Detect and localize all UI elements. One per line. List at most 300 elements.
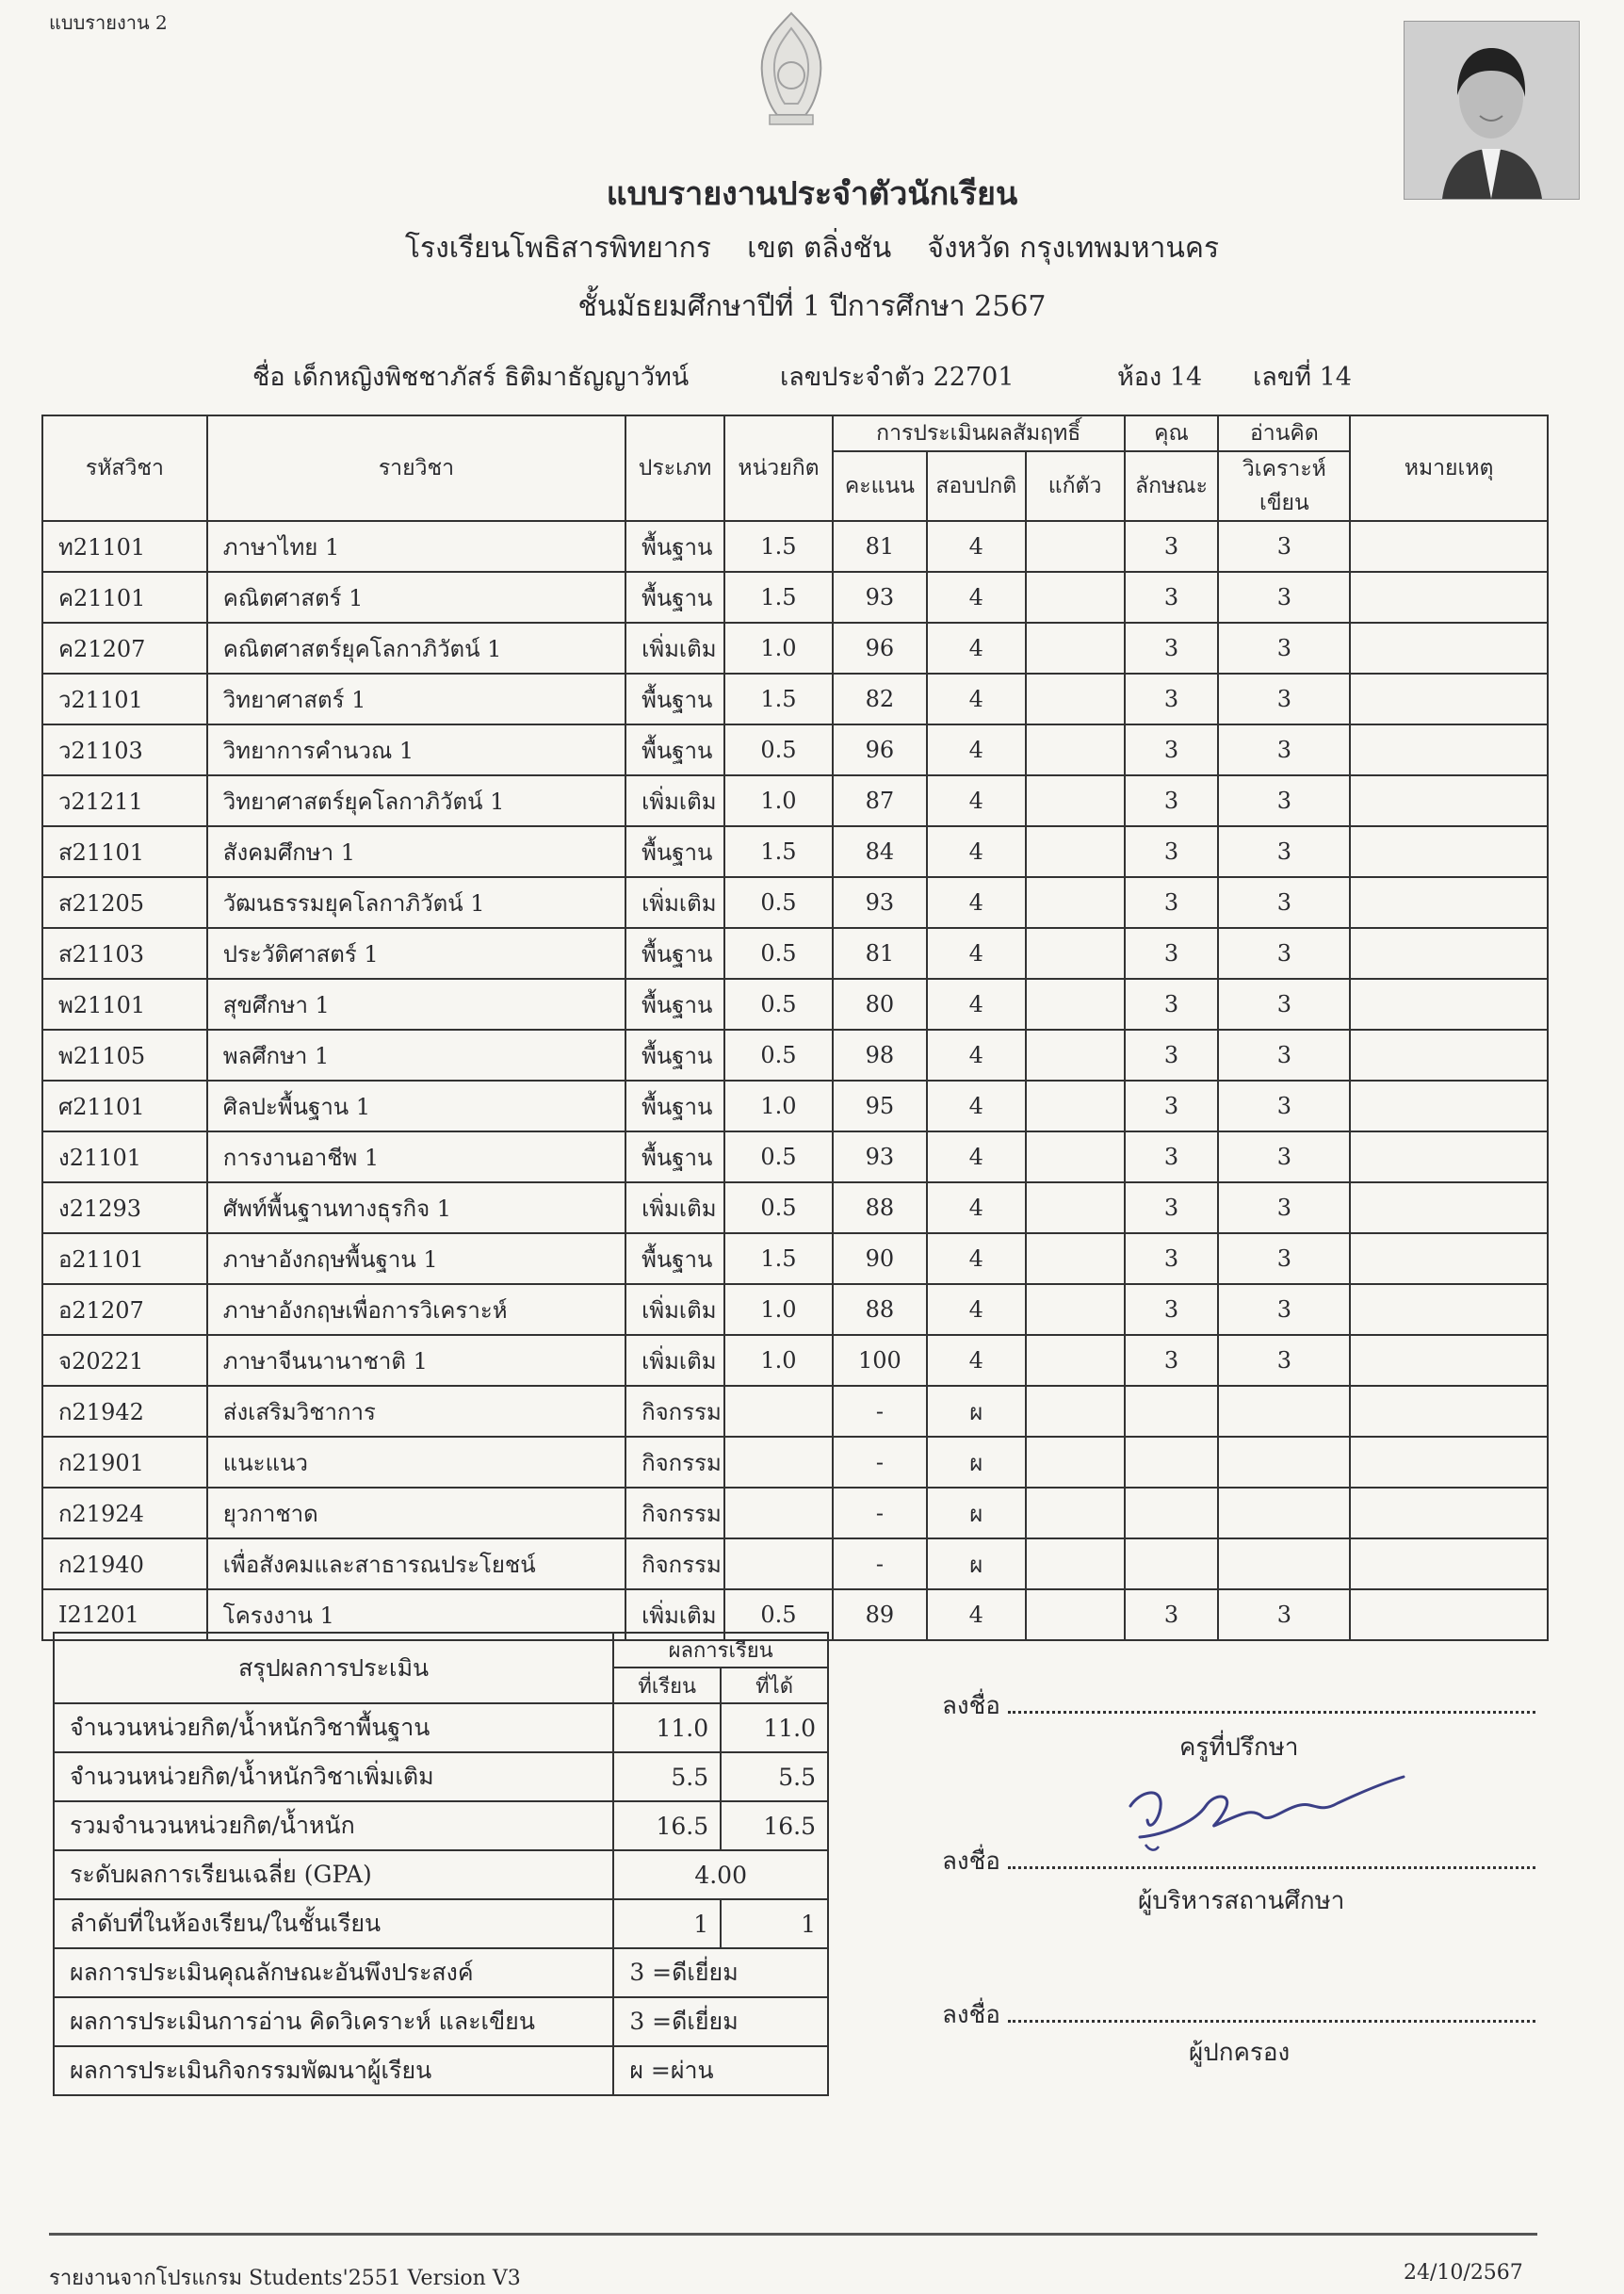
subject-remark <box>1350 1589 1548 1640</box>
rank-label: ลำดับที่ในห้องเรียน/ในชั้นเรียน <box>54 1899 613 1948</box>
advisor-role: ครูที่ปรึกษา <box>1179 1733 1299 1762</box>
subject-grade: 4 <box>927 1589 1026 1640</box>
subject-credit: 1.5 <box>724 826 833 877</box>
subject-grade: 4 <box>927 1233 1026 1284</box>
subject-name: แนะแนว <box>207 1437 625 1488</box>
subject-code: ง21101 <box>42 1131 207 1182</box>
subject-retake <box>1026 826 1125 877</box>
subject-code: ว21101 <box>42 674 207 724</box>
subject-character: 3 <box>1125 572 1219 623</box>
subject-type: พื้นฐาน <box>625 674 724 724</box>
subject-reading: 3 <box>1218 877 1350 928</box>
subject-type: พื้นฐาน <box>625 521 724 572</box>
subject-remark <box>1350 1538 1548 1589</box>
subject-code: ว21211 <box>42 775 207 826</box>
subject-remark <box>1350 775 1548 826</box>
subject-grade: 4 <box>927 572 1026 623</box>
subject-credit <box>724 1488 833 1538</box>
col-reading-header-1: อ่านคิด <box>1218 415 1350 451</box>
parent-sign-prefix: ลงชื่อ <box>942 2001 1000 2029</box>
subject-reading: 3 <box>1218 1131 1350 1182</box>
subject-type: เพิ่มเติม <box>625 623 724 674</box>
subject-score: 93 <box>833 1131 927 1182</box>
subject-remark <box>1350 1030 1548 1081</box>
subject-credit <box>724 1538 833 1589</box>
subject-credit <box>724 1437 833 1488</box>
rank-row <box>54 1899 828 1948</box>
table-row <box>42 521 1548 572</box>
subject-code: ค21101 <box>42 572 207 623</box>
activity-row <box>54 2046 828 2095</box>
director-signature-line <box>942 1842 1535 1880</box>
subject-type: กิจกรรม <box>625 1386 724 1437</box>
subject-score: 93 <box>833 572 927 623</box>
subject-reading: 3 <box>1218 826 1350 877</box>
subject-credit <box>724 1386 833 1437</box>
subject-grade: ผ <box>927 1437 1026 1488</box>
table-row <box>42 1488 1548 1538</box>
summary-studied-header: ที่เรียน <box>613 1668 721 1703</box>
student-room: ห้อง 14 <box>1117 363 1203 392</box>
subject-reading <box>1218 1386 1350 1437</box>
subject-retake <box>1026 1538 1125 1589</box>
subject-character: 3 <box>1125 979 1219 1030</box>
subject-retake <box>1026 1488 1125 1538</box>
subject-character: 3 <box>1125 724 1219 775</box>
activity-value: ผ =ผ่าน <box>613 2046 828 2095</box>
subject-name: ภาษาอังกฤษพื้นฐาน 1 <box>207 1233 625 1284</box>
table-row <box>42 1233 1548 1284</box>
subject-grade: 4 <box>927 674 1026 724</box>
rank-room: 1 <box>613 1899 721 1948</box>
summary-row <box>54 1801 828 1850</box>
col-retake-header: แก้ตัว <box>1026 451 1125 521</box>
summary-earned: 11.0 <box>721 1703 828 1752</box>
table-row <box>42 1386 1548 1437</box>
subject-character: 3 <box>1125 1182 1219 1233</box>
school-line: โรงเรียนโพธิสารพิทยากร เขต ตลิ่งชัน จังหวัด กรุงเทพมหานคร <box>404 232 1220 265</box>
subject-remark <box>1350 1081 1548 1131</box>
subject-name: คณิตศาสตร์ 1 <box>207 572 625 623</box>
student-name: ชื่อ เด็กหญิงพิชชาภัสร์ ธิติมาธัญญาวัทน์ <box>252 363 690 392</box>
subject-remark <box>1350 1437 1548 1488</box>
subject-score: 89 <box>833 1589 927 1640</box>
table-row <box>42 1182 1548 1233</box>
subject-retake <box>1026 1233 1125 1284</box>
subject-retake <box>1026 928 1125 979</box>
subject-character: 3 <box>1125 1335 1219 1386</box>
subject-code: ศ21101 <box>42 1081 207 1131</box>
subject-code: ส21205 <box>42 877 207 928</box>
subject-name: ประวัติศาสตร์ 1 <box>207 928 625 979</box>
subject-retake <box>1026 775 1125 826</box>
subject-retake <box>1026 877 1125 928</box>
table-row <box>42 572 1548 623</box>
subject-type: เพิ่มเติม <box>625 1589 724 1640</box>
subject-remark <box>1350 1182 1548 1233</box>
summary-label: รวมจำนวนหน่วยกิต/น้ำหนัก <box>54 1801 613 1850</box>
subject-reading: 3 <box>1218 1335 1350 1386</box>
subject-character: 3 <box>1125 877 1219 928</box>
subject-score: 82 <box>833 674 927 724</box>
subject-credit: 0.5 <box>724 1589 833 1640</box>
subject-credit: 1.5 <box>724 521 833 572</box>
table-row <box>42 928 1548 979</box>
subject-credit: 1.0 <box>724 775 833 826</box>
subject-name: ภาษาจีนนานาชาติ 1 <box>207 1335 625 1386</box>
subject-reading: 3 <box>1218 1030 1350 1081</box>
subject-name: ศิลปะพื้นฐาน 1 <box>207 1081 625 1131</box>
table-row <box>42 1335 1548 1386</box>
table-row <box>42 1284 1548 1335</box>
subject-grade: 4 <box>927 1335 1026 1386</box>
subject-character: 3 <box>1125 1284 1219 1335</box>
grade-line: ชั้นมัธยมศึกษาปีที่ 1 ปีการศึกษา 2567 <box>577 290 1047 323</box>
table-row <box>42 1437 1548 1488</box>
subject-remark <box>1350 877 1548 928</box>
table-row <box>42 826 1548 877</box>
subject-code: ง21293 <box>42 1182 207 1233</box>
subject-type: พื้นฐาน <box>625 1233 724 1284</box>
subject-grade: 4 <box>927 1182 1026 1233</box>
subject-reading <box>1218 1488 1350 1538</box>
subject-name: ภาษาไทย 1 <box>207 521 625 572</box>
subject-code: พ21105 <box>42 1030 207 1081</box>
summary-row <box>54 1703 828 1752</box>
subject-remark <box>1350 979 1548 1030</box>
summary-studied: 11.0 <box>613 1703 721 1752</box>
col-credit-header: หน่วยกิต <box>724 415 833 521</box>
col-score-header: คะแนน <box>833 451 927 521</box>
subject-credit: 1.0 <box>724 1284 833 1335</box>
parent-role: ผู้ปกครอง <box>1189 2039 1291 2067</box>
table-row <box>42 877 1548 928</box>
summary-row <box>54 1752 828 1801</box>
subject-reading: 3 <box>1218 623 1350 674</box>
summary-studied: 5.5 <box>613 1752 721 1801</box>
subject-retake <box>1026 521 1125 572</box>
subject-score: 88 <box>833 1284 927 1335</box>
subject-score: 95 <box>833 1081 927 1131</box>
col-type-header: ประเภท <box>625 415 724 521</box>
subject-credit: 0.5 <box>724 979 833 1030</box>
subject-reading: 3 <box>1218 979 1350 1030</box>
subject-score: 81 <box>833 928 927 979</box>
gpa-label: ระดับผลการเรียนเฉลี่ย (GPA) <box>54 1850 613 1899</box>
subject-grade: 4 <box>927 979 1026 1030</box>
subject-name: การงานอาชีพ 1 <box>207 1131 625 1182</box>
subject-type: กิจกรรม <box>625 1538 724 1589</box>
subject-retake <box>1026 724 1125 775</box>
subject-retake <box>1026 1437 1125 1488</box>
subject-name: วิทยาศาสตร์ 1 <box>207 674 625 724</box>
summary-studied: 16.5 <box>613 1801 721 1850</box>
subject-character <box>1125 1538 1219 1589</box>
subject-type: พื้นฐาน <box>625 1081 724 1131</box>
subject-score: 93 <box>833 877 927 928</box>
subject-credit: 0.5 <box>724 928 833 979</box>
subject-remark <box>1350 674 1548 724</box>
subject-score: 87 <box>833 775 927 826</box>
subject-retake <box>1026 1081 1125 1131</box>
grades-table <box>41 415 1549 1641</box>
subject-code: I21201 <box>42 1589 207 1640</box>
subject-credit: 0.5 <box>724 1131 833 1182</box>
subject-name: วิทยาศาสตร์ยุคโลกาภิวัตน์ 1 <box>207 775 625 826</box>
summary-label: จำนวนหน่วยกิต/น้ำหนักวิชาเพิ่มเติม <box>54 1752 613 1801</box>
subject-grade: 4 <box>927 1131 1026 1182</box>
subject-character: 3 <box>1125 826 1219 877</box>
subject-type: พื้นฐาน <box>625 1030 724 1081</box>
subject-reading: 3 <box>1218 724 1350 775</box>
subject-reading: 3 <box>1218 521 1350 572</box>
subject-type: พื้นฐาน <box>625 979 724 1030</box>
summary-title: สรุปผลการประเมิน <box>54 1633 613 1703</box>
subject-retake <box>1026 1131 1125 1182</box>
gpa-value: 4.00 <box>613 1850 828 1899</box>
subject-retake <box>1026 623 1125 674</box>
summary-label: จำนวนหน่วยกิต/น้ำหนักวิชาพื้นฐาน <box>54 1703 613 1752</box>
subject-name: ยุวกาชาด <box>207 1488 625 1538</box>
summary-earned: 5.5 <box>721 1752 828 1801</box>
subject-type: พื้นฐาน <box>625 1131 724 1182</box>
grades-body <box>42 521 1548 1640</box>
summary-table <box>53 1632 829 2096</box>
table-row <box>42 1030 1548 1081</box>
subject-name: ภาษาอังกฤษเพื่อการวิเคราะห์ <box>207 1284 625 1335</box>
subject-score: - <box>833 1538 927 1589</box>
subject-credit: 0.5 <box>724 724 833 775</box>
subject-remark <box>1350 1284 1548 1335</box>
footer-date: 24/10/2567 <box>1404 2261 1523 2285</box>
parent-signature-line <box>942 1995 1535 2034</box>
subject-name: สุขศึกษา 1 <box>207 979 625 1030</box>
subject-remark <box>1350 623 1548 674</box>
subject-reading <box>1218 1437 1350 1488</box>
subject-score: 81 <box>833 521 927 572</box>
subject-credit: 1.0 <box>724 1081 833 1131</box>
subject-name: คณิตศาสตร์ยุคโลกาภิวัตน์ 1 <box>207 623 625 674</box>
activity-label: ผลการประเมินกิจกรรมพัฒนาผู้เรียน <box>54 2046 613 2095</box>
subject-character: 3 <box>1125 1030 1219 1081</box>
subject-character: 3 <box>1125 623 1219 674</box>
subject-type: เพิ่มเติม <box>625 877 724 928</box>
subject-code: ท21101 <box>42 521 207 572</box>
subject-character <box>1125 1437 1219 1488</box>
subject-type: เพิ่มเติม <box>625 775 724 826</box>
subject-remark <box>1350 572 1548 623</box>
subject-grade: 4 <box>927 775 1026 826</box>
subject-grade: 4 <box>927 826 1026 877</box>
subject-reading: 3 <box>1218 572 1350 623</box>
subject-remark <box>1350 928 1548 979</box>
subject-grade: 4 <box>927 1030 1026 1081</box>
subject-code: ก21940 <box>42 1538 207 1589</box>
table-row <box>42 724 1548 775</box>
subject-reading: 3 <box>1218 1233 1350 1284</box>
reading-value: 3 =ดีเยี่ยม <box>613 1997 828 2046</box>
subject-character: 3 <box>1125 775 1219 826</box>
subject-remark <box>1350 1488 1548 1538</box>
col-normal-header: สอบปกติ <box>927 451 1026 521</box>
subject-score: - <box>833 1386 927 1437</box>
subject-retake <box>1026 1284 1125 1335</box>
summary-result-header: ผลการเรียน <box>613 1633 828 1668</box>
character-value: 3 =ดีเยี่ยม <box>613 1948 828 1997</box>
subject-credit: 1.5 <box>724 1233 833 1284</box>
rank-class: 1 <box>721 1899 828 1948</box>
subject-credit: 1.0 <box>724 623 833 674</box>
report-title: แบบรายงานประจำตัวนักเรียน <box>606 175 1018 213</box>
subject-score: 100 <box>833 1335 927 1386</box>
subject-character: 3 <box>1125 1233 1219 1284</box>
subject-score: 96 <box>833 623 927 674</box>
character-row <box>54 1948 828 1997</box>
director-sign-prefix: ลงชื่อ <box>942 1847 1000 1876</box>
subject-character: 3 <box>1125 674 1219 724</box>
subject-code: จ20221 <box>42 1335 207 1386</box>
table-row <box>42 1081 1548 1131</box>
subject-code: ก21924 <box>42 1488 207 1538</box>
table-row <box>42 1538 1548 1589</box>
subject-name: พลศึกษา 1 <box>207 1030 625 1081</box>
subject-credit: 1.0 <box>724 1335 833 1386</box>
subject-credit: 0.5 <box>724 1182 833 1233</box>
subject-character: 3 <box>1125 928 1219 979</box>
col-subject-header: รายวิชา <box>207 415 625 521</box>
col-remark-header: หมายเหตุ <box>1350 415 1548 521</box>
subject-score: 98 <box>833 1030 927 1081</box>
col-reading-header-2: วิเคราะห์เขียน <box>1218 451 1350 521</box>
subject-retake <box>1026 979 1125 1030</box>
subject-credit: 0.5 <box>724 877 833 928</box>
subject-type: พื้นฐาน <box>625 572 724 623</box>
gpa-row <box>54 1850 828 1899</box>
subject-remark <box>1350 1131 1548 1182</box>
subject-credit: 1.5 <box>724 674 833 724</box>
school-emblem <box>749 9 834 151</box>
col-code-header: รหัสวิชา <box>42 415 207 521</box>
subject-character: 3 <box>1125 521 1219 572</box>
footer-program: รายงานจากโปรแกรม Students'2551 Version V3 <box>49 2267 521 2290</box>
subject-grade: 4 <box>927 1081 1026 1131</box>
subject-name: วิทยาการคำนวณ 1 <box>207 724 625 775</box>
summary-earned-header: ที่ได้ <box>721 1668 828 1703</box>
subject-character <box>1125 1488 1219 1538</box>
subject-remark <box>1350 1233 1548 1284</box>
subject-character: 3 <box>1125 1081 1219 1131</box>
table-row <box>42 1131 1548 1182</box>
subject-reading: 3 <box>1218 1081 1350 1131</box>
reading-label: ผลการประเมินการอ่าน คิดวิเคราะห์ และเขียน <box>54 1997 613 2046</box>
subject-score: 90 <box>833 1233 927 1284</box>
summary-earned: 16.5 <box>721 1801 828 1850</box>
subject-character <box>1125 1386 1219 1437</box>
subject-reading: 3 <box>1218 1284 1350 1335</box>
table-row <box>42 623 1548 674</box>
form-code: แบบรายงาน 2 <box>49 11 168 34</box>
subject-code: ก21942 <box>42 1386 207 1437</box>
subject-retake <box>1026 1386 1125 1437</box>
subject-grade: 4 <box>927 1284 1026 1335</box>
subject-credit: 1.5 <box>724 572 833 623</box>
subject-remark <box>1350 826 1548 877</box>
advisor-signature-line <box>942 1686 1535 1725</box>
subject-code: ส21103 <box>42 928 207 979</box>
subject-name: โครงงาน 1 <box>207 1589 625 1640</box>
subject-name: เพื่อสังคมและสาธารณประโยชน์ <box>207 1538 625 1589</box>
reading-row <box>54 1997 828 2046</box>
advisor-sign-prefix: ลงชื่อ <box>942 1692 1000 1720</box>
subject-type: พื้นฐาน <box>625 826 724 877</box>
subject-reading: 3 <box>1218 674 1350 724</box>
subject-score: 96 <box>833 724 927 775</box>
subject-score: - <box>833 1437 927 1488</box>
subject-code: ส21101 <box>42 826 207 877</box>
subject-reading: 3 <box>1218 1182 1350 1233</box>
subject-score: - <box>833 1488 927 1538</box>
subject-retake <box>1026 674 1125 724</box>
student-number: เลขที่ 14 <box>1253 363 1352 392</box>
subject-retake <box>1026 572 1125 623</box>
subject-name: ส่งเสริมวิชาการ <box>207 1386 625 1437</box>
subject-reading: 3 <box>1218 1589 1350 1640</box>
subject-score: 88 <box>833 1182 927 1233</box>
subject-type: พื้นฐาน <box>625 724 724 775</box>
character-label: ผลการประเมินคุณลักษณะอันพึงประสงค์ <box>54 1948 613 1997</box>
subject-type: พื้นฐาน <box>625 928 724 979</box>
subject-retake <box>1026 1182 1125 1233</box>
subject-grade: 4 <box>927 877 1026 928</box>
subject-reading: 3 <box>1218 775 1350 826</box>
subject-code: ค21207 <box>42 623 207 674</box>
subject-credit: 0.5 <box>724 1030 833 1081</box>
table-row <box>42 979 1548 1030</box>
subject-character: 3 <box>1125 1589 1219 1640</box>
subject-name: วัฒนธรรมยุคโลกาภิวัตน์ 1 <box>207 877 625 928</box>
subject-code: ว21103 <box>42 724 207 775</box>
subject-type: เพิ่มเติม <box>625 1182 724 1233</box>
subject-reading: 3 <box>1218 928 1350 979</box>
subject-character: 3 <box>1125 1131 1219 1182</box>
subject-code: อ21207 <box>42 1284 207 1335</box>
subject-code: อ21101 <box>42 1233 207 1284</box>
subject-grade: ผ <box>927 1538 1026 1589</box>
subject-retake <box>1026 1589 1125 1640</box>
table-row <box>42 674 1548 724</box>
subject-code: พ21101 <box>42 979 207 1030</box>
subject-score: 84 <box>833 826 927 877</box>
subject-retake <box>1026 1335 1125 1386</box>
subject-grade: ผ <box>927 1488 1026 1538</box>
subject-grade: 4 <box>927 521 1026 572</box>
subject-score: 80 <box>833 979 927 1030</box>
subject-type: เพิ่มเติม <box>625 1335 724 1386</box>
subject-remark <box>1350 521 1548 572</box>
col-assessment-header: การประเมินผลสัมฤทธิ์ <box>833 415 1125 451</box>
subject-grade: 4 <box>927 623 1026 674</box>
subject-reading <box>1218 1538 1350 1589</box>
subject-name: สังคมศึกษา 1 <box>207 826 625 877</box>
subject-remark <box>1350 1335 1548 1386</box>
subject-remark <box>1350 1386 1548 1437</box>
student-id: เลขประจำตัว 22701 <box>780 363 1015 392</box>
table-row <box>42 775 1548 826</box>
col-character-header-2: ลักษณะ <box>1125 451 1219 521</box>
subject-type: เพิ่มเติม <box>625 1284 724 1335</box>
subject-grade: 4 <box>927 724 1026 775</box>
subject-grade: ผ <box>927 1386 1026 1437</box>
